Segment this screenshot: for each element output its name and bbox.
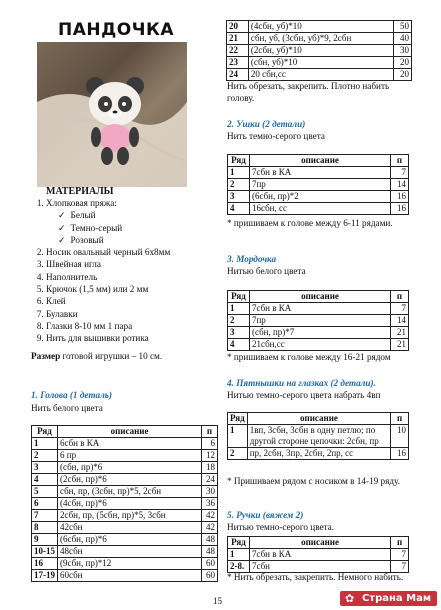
stitch-count-cell: 20 (394, 69, 412, 81)
materials-heading: МАТЕРИАЛЫ (46, 186, 114, 197)
table-row (228, 339, 409, 351)
row-number-cell: 4 (228, 339, 250, 351)
table-row (32, 474, 218, 486)
row-description-cell: 7пр (249, 179, 390, 191)
eyespots-section-subtitle: Нитью темно-серого цвета набрать 4вп (227, 390, 381, 400)
row-number-cell: 1 (228, 303, 250, 315)
table-header-cell: Ряд (228, 537, 250, 549)
stitch-count-cell: 14 (391, 315, 409, 327)
stitch-count-cell: 7 (391, 561, 409, 573)
stitch-count-cell: 20 (394, 57, 412, 69)
ears-table (227, 154, 409, 215)
table-row (228, 561, 409, 573)
row-number-cell: 2 (32, 450, 58, 462)
materials-list (22, 197, 226, 345)
table-row (228, 203, 409, 215)
table-header-cell: описание (249, 155, 390, 167)
table-header-cell: п (391, 413, 409, 425)
yarn-colors (46, 209, 226, 246)
panda-illustration (37, 42, 187, 187)
row-number-cell: 6 (32, 498, 58, 510)
row-description-cell: сбн, пр, (3сбн, пр)*5, 2сбн (58, 486, 202, 498)
row-number-cell: 23 (227, 57, 249, 69)
head-note: Нить обрезать, закрепить. Плотно набить голову. (227, 81, 390, 103)
table-row (227, 69, 412, 81)
row-description-cell: 7сбн в КА (249, 549, 390, 561)
row-description-cell: (сбн, уб)*10 (248, 57, 393, 69)
table-row (228, 549, 409, 561)
table-header-cell: п (391, 291, 409, 303)
row-description-cell: 48сбн (58, 546, 202, 558)
row-number-cell: 10-15 (32, 546, 58, 558)
stitch-count-cell: 60 (202, 570, 218, 582)
stitch-count-cell: 40 (394, 33, 412, 45)
table-header-cell: п (202, 426, 218, 438)
yarn-color: ✓ Розовый (58, 234, 226, 246)
eyespots-note: * Пришиваем рядом с носиком в 14-19 ряду. (227, 476, 400, 486)
row-number-cell: 1 (228, 549, 250, 561)
table-row (228, 179, 409, 191)
row-number-cell: 5 (32, 486, 58, 498)
table-row (227, 45, 412, 57)
stitch-count-cell: 7 (391, 549, 409, 561)
row-number-cell: 4 (228, 203, 250, 215)
material-item: 4. Наполнитель (46, 271, 226, 283)
table-row (32, 522, 218, 534)
table-header-row (228, 537, 409, 549)
material-item: 6. Клей (46, 295, 226, 307)
stitch-count-cell: 7 (391, 167, 409, 179)
table-header-row (228, 155, 409, 167)
stitch-count-cell: 16 (391, 191, 409, 203)
material-item: 7. Булавки (46, 308, 226, 320)
stitch-count-cell: 60 (202, 558, 218, 570)
ears-section-title: 2. Ушки (2 детали) (227, 119, 306, 129)
table-row (227, 21, 412, 33)
row-description-cell: 20 сбн,сс (248, 69, 393, 81)
row-number-cell: 1 (228, 167, 250, 179)
ears-section-subtitle: Нить темно-серого цвета (227, 131, 325, 141)
muzzle-section-title: 3. Мордочка (227, 254, 277, 264)
table-row (32, 534, 218, 546)
table-row (32, 570, 218, 582)
row-description-cell: сбн, уб, (3сбн, уб)*9, 2сбн (248, 33, 393, 45)
stitch-count-cell: 14 (391, 179, 409, 191)
panda-photo (37, 42, 187, 187)
row-number-cell: 24 (227, 69, 249, 81)
table-row (227, 33, 412, 45)
stitch-count-cell: 42 (202, 522, 218, 534)
row-number-cell: 3 (32, 462, 58, 474)
row-number-cell: 2-8. (228, 561, 250, 573)
table-row (32, 498, 218, 510)
row-description-cell: 7пр (249, 315, 390, 327)
row-description-cell: 42сбн (58, 522, 202, 534)
row-number-cell: 2 (228, 315, 250, 327)
row-number-cell: 22 (227, 45, 249, 57)
stitch-count-cell: 16 (391, 203, 409, 215)
stitch-count-cell: 21 (391, 327, 409, 339)
row-number-cell: 2 (228, 179, 250, 191)
row-number-cell: 2 (228, 448, 248, 460)
watermark-icon: ✿ (344, 592, 355, 605)
size-line: Размер готовой игрушки – 10 см. (31, 351, 163, 361)
row-description-cell: (9сбн, пр)*12 (58, 558, 202, 570)
stitch-count-cell: 36 (202, 498, 218, 510)
material-item: 2. Носик овальный черный 6х8мм (46, 246, 226, 258)
material-item: 1. Хлопковая пряжа: ✓ Белый ✓ Темно-серый ✓ Розовый (46, 197, 226, 246)
table-header-cell: Ряд (32, 426, 58, 438)
row-description-cell: (2сбн, пр)*6 (58, 474, 202, 486)
row-description-cell: 1вп, 3сбн, 3сбн в одну петлю; по другой стороне цепочки: 2сбн, пр (247, 425, 391, 448)
table-header-cell: описание (247, 413, 391, 425)
table-row (32, 450, 218, 462)
table-row (228, 303, 409, 315)
stitch-count-cell: 42 (202, 510, 218, 522)
watermark-logo[interactable]: ✿ Страна Мам (340, 591, 437, 606)
hands-note: * Нить обрезать, закрепить. Немного набить. (227, 572, 404, 582)
head-section-subtitle: Нить белого цвета (31, 403, 103, 413)
material-item: 5. Крючок (1,5 мм) или 2 мм (46, 283, 226, 295)
row-number-cell: 7 (32, 510, 58, 522)
row-description-cell: 6 пр (58, 450, 202, 462)
table-row (228, 448, 409, 460)
table-row (32, 558, 218, 570)
table-header-cell: описание (58, 426, 202, 438)
table-row (32, 438, 218, 450)
table-row (32, 510, 218, 522)
row-description-cell: 2сбн, пр, (5сбн, пр)*5, 3сбн (58, 510, 202, 522)
row-description-cell: 7сбн в КА (249, 303, 390, 315)
hands-section-title: 5. Ручки (вяжем 2) (227, 510, 304, 520)
row-description-cell: 7сбн (249, 561, 390, 573)
row-description-cell: (4сбн, уб)*10 (248, 21, 393, 33)
head-section-title: 1. Голова (1 деталь) (31, 390, 113, 400)
row-number-cell: 3 (228, 327, 250, 339)
row-description-cell: (4сбн, пр)*6 (58, 498, 202, 510)
yarn-color: ✓ Темно-серый (58, 222, 226, 234)
row-description-cell: 6сбн в КА (58, 438, 202, 450)
row-number-cell: 1 (228, 425, 248, 448)
eyespots-section-title: 4. Пятнышки на глазках (2 детали). (227, 378, 376, 388)
row-number-cell: 8 (32, 522, 58, 534)
stitch-count-cell: 30 (394, 45, 412, 57)
row-number-cell: 17-19 (32, 570, 58, 582)
row-description-cell: 16сбн, сс (249, 203, 390, 215)
table-header-cell: п (391, 155, 409, 167)
table-header-cell: Ряд (228, 291, 250, 303)
table-row (228, 315, 409, 327)
table-row (228, 191, 409, 203)
material-item: 8. Глазки 8-10 мм 1 пара (46, 320, 226, 332)
muzzle-section-subtitle: Нитью белого цвета (227, 266, 306, 276)
stitch-count-cell: 48 (202, 546, 218, 558)
table-header-cell: Ряд (228, 155, 250, 167)
stitch-count-cell: 6 (202, 438, 218, 450)
stitch-count-cell: 7 (391, 303, 409, 315)
hands-section-subtitle: Нитью темно-серого цвета. (227, 522, 335, 532)
table-row (227, 57, 412, 69)
row-number-cell: 3 (228, 191, 250, 203)
row-description-cell: (6сбн, пр)*6 (58, 534, 202, 546)
table-row (228, 327, 409, 339)
stitch-count-cell: 30 (202, 486, 218, 498)
row-number-cell: 4 (32, 474, 58, 486)
stitch-count-cell: 16 (391, 448, 409, 460)
table-header-row (228, 291, 409, 303)
stitch-count-cell: 12 (202, 450, 218, 462)
row-number-cell: 20 (227, 21, 249, 33)
row-number-cell: 9 (32, 534, 58, 546)
table-row (228, 425, 409, 448)
stitch-count-cell: 50 (394, 21, 412, 33)
muzzle-table (227, 290, 409, 351)
head-table (31, 425, 218, 582)
row-description-cell: (сбн, пр)*6 (58, 462, 202, 474)
row-description-cell: 60сбн (58, 570, 202, 582)
row-number-cell: 1 (32, 438, 58, 450)
row-description-cell: (6сбн, пр)*2 (249, 191, 390, 203)
row-description-cell: (2сбн, уб)*10 (248, 45, 393, 57)
row-description-cell: 21сбн,сс (249, 339, 390, 351)
table-row (32, 462, 218, 474)
table-row (32, 546, 218, 558)
page-title: ПАНДОЧКА (58, 20, 174, 40)
row-number-cell: 16 (32, 558, 58, 570)
table-row (228, 167, 409, 179)
table-header-cell: Ряд (228, 413, 248, 425)
table-header-row (32, 426, 218, 438)
head-continued-table (226, 20, 412, 81)
stitch-count-cell: 48 (202, 534, 218, 546)
stitch-count-cell: 24 (202, 474, 218, 486)
page-number: 15 (213, 596, 222, 606)
eyespots-table (227, 412, 409, 460)
material-item: 3. Швейная игла (46, 258, 226, 270)
row-number-cell: 21 (227, 33, 249, 45)
stitch-count-cell: 18 (202, 462, 218, 474)
row-description-cell: (сбн, пр)*7 (249, 327, 390, 339)
material-item: 9. Нить для вышивки ротика (46, 332, 226, 344)
stitch-count-cell: 21 (391, 339, 409, 351)
table-header-cell: описание (249, 537, 390, 549)
table-header-cell: п (391, 537, 409, 549)
row-description-cell: пр, 2сбн, 3пр, 2сбн, 2пр, сс (247, 448, 391, 460)
row-description-cell: 7сбн в КА (249, 167, 390, 179)
table-header-cell: описание (249, 291, 390, 303)
table-row (32, 486, 218, 498)
muzzle-note: * пришиваем к голове между 16-21 рядом (227, 352, 391, 362)
hands-table (227, 536, 409, 573)
table-header-row (228, 413, 409, 425)
yarn-color: ✓ Белый (58, 209, 226, 221)
ears-note: * пришиваем к голове между 6-11 рядами. (227, 218, 393, 228)
stitch-count-cell: 10 (391, 425, 409, 448)
